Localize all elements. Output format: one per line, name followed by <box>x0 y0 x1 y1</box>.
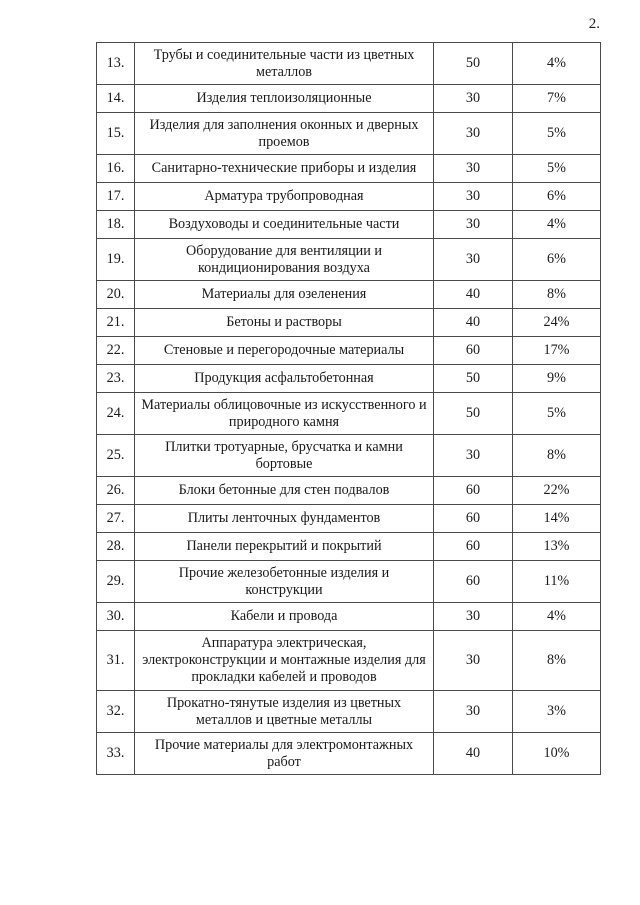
row-number: 19. <box>97 239 135 281</box>
table-row <box>97 733 601 775</box>
percent-value: 9% <box>513 365 601 393</box>
row-number: 21. <box>97 309 135 337</box>
material-name: Изделия теплоизоляционные <box>135 85 434 113</box>
row-number: 13. <box>97 43 135 85</box>
table-row <box>97 239 601 281</box>
material-name: Санитарно-технические приборы и изделия <box>135 155 434 183</box>
row-number: 25. <box>97 435 135 477</box>
material-name: Стеновые и перегородочные материалы <box>135 337 434 365</box>
norm-value: 60 <box>434 337 513 365</box>
percent-value: 5% <box>513 155 601 183</box>
percent-value: 4% <box>513 603 601 631</box>
material-name: Материалы для озеленения <box>135 281 434 309</box>
percent-value: 8% <box>513 281 601 309</box>
percent-value: 6% <box>513 239 601 281</box>
norm-value: 50 <box>434 393 513 435</box>
table-row <box>97 337 601 365</box>
table-row <box>97 85 601 113</box>
table-row <box>97 183 601 211</box>
table-row <box>97 631 601 691</box>
norm-value: 30 <box>434 631 513 691</box>
percent-value: 24% <box>513 309 601 337</box>
norm-value: 40 <box>434 281 513 309</box>
table-row <box>97 561 601 603</box>
norm-value: 30 <box>434 155 513 183</box>
table-row <box>97 435 601 477</box>
row-number: 20. <box>97 281 135 309</box>
row-number: 16. <box>97 155 135 183</box>
material-name: Оборудование для вентиляции и кондиционирования воздуха <box>135 239 434 281</box>
percent-value: 10% <box>513 733 601 775</box>
table-row <box>97 309 601 337</box>
percent-value: 13% <box>513 533 601 561</box>
material-name: Бетоны и растворы <box>135 309 434 337</box>
table-row <box>97 533 601 561</box>
norm-value: 40 <box>434 733 513 775</box>
norm-value: 40 <box>434 309 513 337</box>
percent-value: 7% <box>513 85 601 113</box>
row-number: 22. <box>97 337 135 365</box>
percent-value: 5% <box>513 113 601 155</box>
percent-value: 6% <box>513 183 601 211</box>
percent-value: 14% <box>513 505 601 533</box>
norm-value: 30 <box>434 239 513 281</box>
table-row <box>97 505 601 533</box>
norm-value: 60 <box>434 561 513 603</box>
material-name: Изделия для заполнения оконных и дверных проемов <box>135 113 434 155</box>
table-row <box>97 691 601 733</box>
material-name: Трубы и соединительные части из цветных металлов <box>135 43 434 85</box>
row-number: 17. <box>97 183 135 211</box>
row-number: 28. <box>97 533 135 561</box>
materials-table-container <box>96 42 600 775</box>
table-row <box>97 155 601 183</box>
norm-value: 30 <box>434 435 513 477</box>
norm-value: 60 <box>434 505 513 533</box>
material-name: Прокатно-тянутые изделия из цветных металлов и цветные металлы <box>135 691 434 733</box>
percent-value: 11% <box>513 561 601 603</box>
table-row <box>97 603 601 631</box>
norm-value: 30 <box>434 85 513 113</box>
row-number: 24. <box>97 393 135 435</box>
row-number: 32. <box>97 691 135 733</box>
percent-value: 8% <box>513 435 601 477</box>
percent-value: 4% <box>513 211 601 239</box>
material-name: Панели перекрытий и покрытий <box>135 533 434 561</box>
table-row <box>97 477 601 505</box>
table-row <box>97 365 601 393</box>
row-number: 26. <box>97 477 135 505</box>
material-name: Воздуховоды и соединительные части <box>135 211 434 239</box>
material-name: Аппаратура электрическая, электроконструкции и монтажные изделия для прокладки кабелей и проводов <box>135 631 434 691</box>
materials-table <box>96 42 601 775</box>
page-number: 2. <box>588 16 600 32</box>
row-number: 29. <box>97 561 135 603</box>
material-name: Арматура трубопроводная <box>135 183 434 211</box>
row-number: 27. <box>97 505 135 533</box>
norm-value: 30 <box>434 603 513 631</box>
percent-value: 8% <box>513 631 601 691</box>
norm-value: 50 <box>434 43 513 85</box>
material-name: Кабели и провода <box>135 603 434 631</box>
norm-value: 60 <box>434 477 513 505</box>
table-row <box>97 281 601 309</box>
material-name: Продукция асфальтобетонная <box>135 365 434 393</box>
row-number: 15. <box>97 113 135 155</box>
table-row <box>97 211 601 239</box>
table-row <box>97 393 601 435</box>
norm-value: 30 <box>434 113 513 155</box>
material-name: Прочие материалы для электромонтажных работ <box>135 733 434 775</box>
row-number: 31. <box>97 631 135 691</box>
row-number: 18. <box>97 211 135 239</box>
row-number: 33. <box>97 733 135 775</box>
percent-value: 3% <box>513 691 601 733</box>
row-number: 23. <box>97 365 135 393</box>
percent-value: 5% <box>513 393 601 435</box>
norm-value: 30 <box>434 211 513 239</box>
row-number: 14. <box>97 85 135 113</box>
material-name: Плиты ленточных фундаментов <box>135 505 434 533</box>
norm-value: 30 <box>434 183 513 211</box>
percent-value: 22% <box>513 477 601 505</box>
percent-value: 17% <box>513 337 601 365</box>
norm-value: 50 <box>434 365 513 393</box>
norm-value: 30 <box>434 691 513 733</box>
row-number: 30. <box>97 603 135 631</box>
material-name: Прочие железобетонные изделия и конструкции <box>135 561 434 603</box>
material-name: Материалы облицовочные из искусственного и природного камня <box>135 393 434 435</box>
table-row <box>97 113 601 155</box>
material-name: Блоки бетонные для стен подвалов <box>135 477 434 505</box>
material-name: Плитки тротуарные, брусчатка и камни бортовые <box>135 435 434 477</box>
percent-value: 4% <box>513 43 601 85</box>
table-row <box>97 43 601 85</box>
norm-value: 60 <box>434 533 513 561</box>
